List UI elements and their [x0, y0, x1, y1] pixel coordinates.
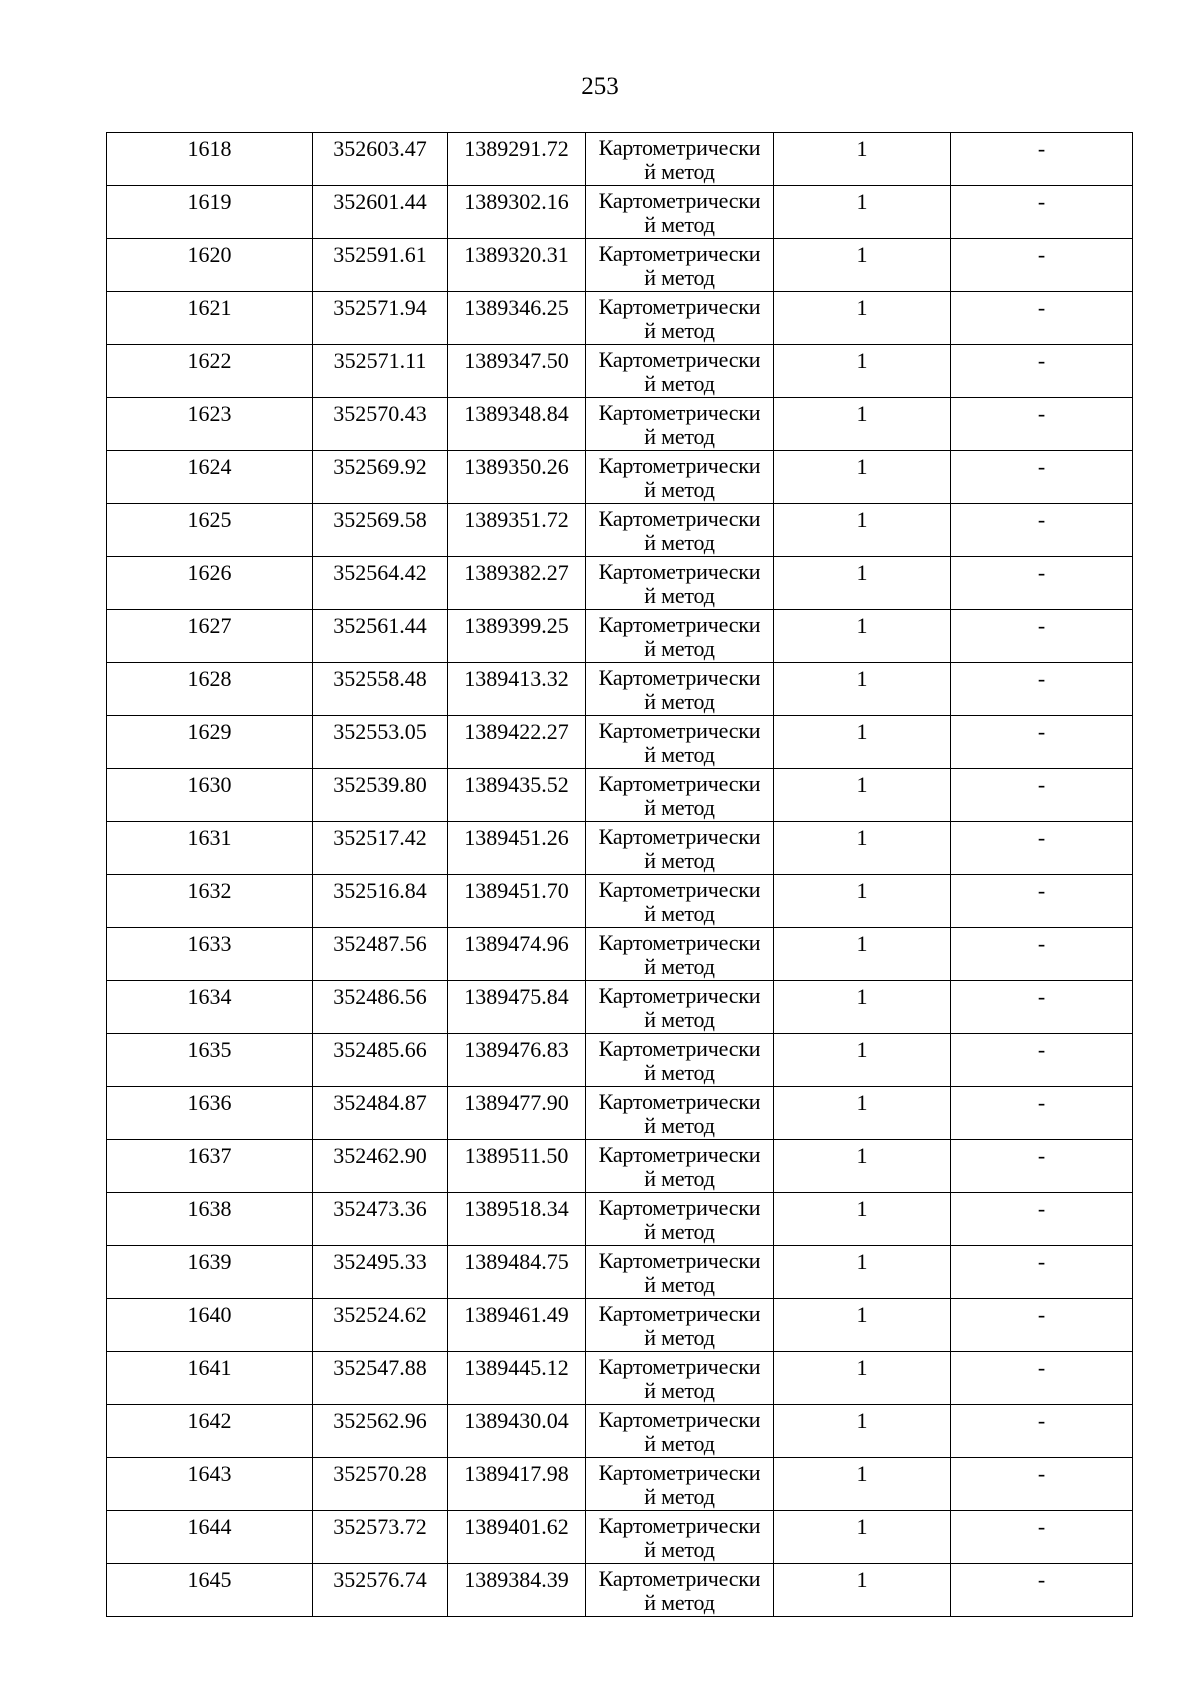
- description-cell: -: [951, 875, 1133, 928]
- method-cell: [586, 1564, 774, 1617]
- method-text-line-2: й метод: [644, 1431, 715, 1456]
- method-cell: [586, 239, 774, 292]
- x-coordinate-cell: 352569.58: [313, 504, 448, 557]
- accuracy-cell: 1: [774, 981, 951, 1034]
- method-text-line-1: Картометрически: [598, 1566, 761, 1591]
- method-cell: [586, 557, 774, 610]
- method-text-line-1: Картометрически: [598, 930, 761, 955]
- table-row: [107, 1352, 1133, 1405]
- method-text-line-1: Картометрически: [598, 347, 761, 372]
- x-coordinate-cell: 352547.88: [313, 1352, 448, 1405]
- point-number-cell: 1638: [107, 1193, 313, 1246]
- method-text-line-2: й метод: [644, 742, 715, 767]
- method-cell: [586, 186, 774, 239]
- x-coordinate-cell: 352562.96: [313, 1405, 448, 1458]
- method-text-line-1: Картометрически: [598, 1142, 761, 1167]
- accuracy-cell: 1: [774, 610, 951, 663]
- method-text-line-1: Картометрически: [598, 559, 761, 584]
- description-cell: -: [951, 557, 1133, 610]
- method-text-line-1: Картометрически: [598, 983, 761, 1008]
- table-row: [107, 716, 1133, 769]
- description-cell: -: [951, 1299, 1133, 1352]
- point-number-cell: 1643: [107, 1458, 313, 1511]
- accuracy-cell: 1: [774, 1511, 951, 1564]
- table-row: [107, 345, 1133, 398]
- method-cell: [586, 663, 774, 716]
- method-text-line-1: Картометрически: [598, 1513, 761, 1538]
- point-number-cell: 1625: [107, 504, 313, 557]
- accuracy-cell: 1: [774, 345, 951, 398]
- method-text-line-2: й метод: [644, 901, 715, 926]
- method-text-line-2: й метод: [644, 1537, 715, 1562]
- accuracy-cell: 1: [774, 451, 951, 504]
- y-coordinate-cell: 1389445.12: [448, 1352, 586, 1405]
- method-text-line-1: Картометрически: [598, 400, 761, 425]
- method-text-line-2: й метод: [644, 530, 715, 555]
- table-row: [107, 928, 1133, 981]
- x-coordinate-cell: 352570.28: [313, 1458, 448, 1511]
- y-coordinate-cell: 1389291.72: [448, 133, 586, 186]
- description-cell: -: [951, 186, 1133, 239]
- y-coordinate-cell: 1389461.49: [448, 1299, 586, 1352]
- y-coordinate-cell: 1389399.25: [448, 610, 586, 663]
- method-text-line-2: й метод: [644, 583, 715, 608]
- accuracy-cell: 1: [774, 239, 951, 292]
- description-cell: -: [951, 663, 1133, 716]
- x-coordinate-cell: 352576.74: [313, 1564, 448, 1617]
- y-coordinate-cell: 1389351.72: [448, 504, 586, 557]
- method-text-line-1: Картометрически: [598, 824, 761, 849]
- x-coordinate-cell: 352573.72: [313, 1511, 448, 1564]
- x-coordinate-cell: 352485.66: [313, 1034, 448, 1087]
- coordinates-table-body: [107, 133, 1133, 1617]
- table-row: [107, 557, 1133, 610]
- table-row: [107, 663, 1133, 716]
- accuracy-cell: 1: [774, 1034, 951, 1087]
- method-cell: [586, 716, 774, 769]
- accuracy-cell: 1: [774, 928, 951, 981]
- y-coordinate-cell: 1389320.31: [448, 239, 586, 292]
- accuracy-cell: 1: [774, 1564, 951, 1617]
- method-cell: [586, 981, 774, 1034]
- description-cell: -: [951, 1564, 1133, 1617]
- description-cell: -: [951, 981, 1133, 1034]
- y-coordinate-cell: 1389477.90: [448, 1087, 586, 1140]
- method-cell: [586, 1140, 774, 1193]
- y-coordinate-cell: 1389384.39: [448, 1564, 586, 1617]
- method-text-line-2: й метод: [644, 1007, 715, 1032]
- method-cell: [586, 875, 774, 928]
- point-number-cell: 1644: [107, 1511, 313, 1564]
- table-row: [107, 822, 1133, 875]
- accuracy-cell: 1: [774, 292, 951, 345]
- accuracy-cell: 1: [774, 1405, 951, 1458]
- accuracy-cell: 1: [774, 1140, 951, 1193]
- table-row: [107, 398, 1133, 451]
- method-text-line-2: й метод: [644, 689, 715, 714]
- table-row: [107, 875, 1133, 928]
- x-coordinate-cell: 352473.36: [313, 1193, 448, 1246]
- x-coordinate-cell: 352571.94: [313, 292, 448, 345]
- accuracy-cell: 1: [774, 1458, 951, 1511]
- accuracy-cell: 1: [774, 133, 951, 186]
- method-text-line-2: й метод: [644, 848, 715, 873]
- accuracy-cell: 1: [774, 716, 951, 769]
- y-coordinate-cell: 1389346.25: [448, 292, 586, 345]
- table-row: [107, 1193, 1133, 1246]
- method-text-line-2: й метод: [644, 1113, 715, 1138]
- accuracy-cell: 1: [774, 663, 951, 716]
- point-number-cell: 1627: [107, 610, 313, 663]
- method-cell: [586, 1352, 774, 1405]
- method-text-line-2: й метод: [644, 1060, 715, 1085]
- accuracy-cell: 1: [774, 822, 951, 875]
- method-cell: [586, 451, 774, 504]
- method-text-line-2: й метод: [644, 477, 715, 502]
- method-text-line-2: й метод: [644, 795, 715, 820]
- method-cell: [586, 292, 774, 345]
- method-text-line-1: Картометрически: [598, 1089, 761, 1114]
- table-row: [107, 1246, 1133, 1299]
- point-number-cell: 1635: [107, 1034, 313, 1087]
- method-text-line-1: Картометрически: [598, 1407, 761, 1432]
- description-cell: -: [951, 345, 1133, 398]
- method-text-line-2: й метод: [644, 1378, 715, 1403]
- method-text-line-1: Картометрически: [598, 665, 761, 690]
- table-row: [107, 1034, 1133, 1087]
- x-coordinate-cell: 352561.44: [313, 610, 448, 663]
- x-coordinate-cell: 352517.42: [313, 822, 448, 875]
- description-cell: -: [951, 398, 1133, 451]
- y-coordinate-cell: 1389476.83: [448, 1034, 586, 1087]
- point-number-cell: 1645: [107, 1564, 313, 1617]
- method-text-line-1: Картометрически: [598, 188, 761, 213]
- accuracy-cell: 1: [774, 504, 951, 557]
- table-row: [107, 1087, 1133, 1140]
- accuracy-cell: 1: [774, 186, 951, 239]
- method-text-line-2: й метод: [644, 318, 715, 343]
- accuracy-cell: 1: [774, 1352, 951, 1405]
- description-cell: -: [951, 716, 1133, 769]
- method-cell: [586, 1193, 774, 1246]
- method-text-line-2: й метод: [644, 1166, 715, 1191]
- y-coordinate-cell: 1389430.04: [448, 1405, 586, 1458]
- method-text-line-1: Картометрически: [598, 1301, 761, 1326]
- point-number-cell: 1631: [107, 822, 313, 875]
- point-number-cell: 1629: [107, 716, 313, 769]
- method-cell: [586, 398, 774, 451]
- method-text-line-2: й метод: [644, 954, 715, 979]
- x-coordinate-cell: 352558.48: [313, 663, 448, 716]
- method-cell: [586, 1246, 774, 1299]
- x-coordinate-cell: 352553.05: [313, 716, 448, 769]
- table-row: [107, 504, 1133, 557]
- y-coordinate-cell: 1389474.96: [448, 928, 586, 981]
- x-coordinate-cell: 352516.84: [313, 875, 448, 928]
- y-coordinate-cell: 1389422.27: [448, 716, 586, 769]
- point-number-cell: 1628: [107, 663, 313, 716]
- accuracy-cell: 1: [774, 398, 951, 451]
- method-text-line-1: Картометрически: [598, 1354, 761, 1379]
- method-text-line-1: Картометрически: [598, 612, 761, 637]
- table-row: [107, 133, 1133, 186]
- point-number-cell: 1633: [107, 928, 313, 981]
- y-coordinate-cell: 1389518.34: [448, 1193, 586, 1246]
- method-text-line-2: й метод: [644, 1325, 715, 1350]
- y-coordinate-cell: 1389302.16: [448, 186, 586, 239]
- x-coordinate-cell: 352495.33: [313, 1246, 448, 1299]
- y-coordinate-cell: 1389451.26: [448, 822, 586, 875]
- description-cell: -: [951, 1458, 1133, 1511]
- method-text-line-1: Картометрически: [598, 1036, 761, 1061]
- description-cell: -: [951, 504, 1133, 557]
- y-coordinate-cell: 1389511.50: [448, 1140, 586, 1193]
- y-coordinate-cell: 1389413.32: [448, 663, 586, 716]
- description-cell: -: [951, 1087, 1133, 1140]
- method-cell: [586, 1405, 774, 1458]
- x-coordinate-cell: 352487.56: [313, 928, 448, 981]
- method-cell: [586, 822, 774, 875]
- method-text-line-1: Картометрически: [598, 453, 761, 478]
- table-row: [107, 769, 1133, 822]
- description-cell: -: [951, 769, 1133, 822]
- method-text-line-2: й метод: [644, 371, 715, 396]
- point-number-cell: 1622: [107, 345, 313, 398]
- table-row: [107, 186, 1133, 239]
- y-coordinate-cell: 1389401.62: [448, 1511, 586, 1564]
- method-cell: [586, 610, 774, 663]
- method-cell: [586, 1458, 774, 1511]
- coordinates-table: [106, 132, 1133, 1617]
- accuracy-cell: 1: [774, 875, 951, 928]
- method-cell: [586, 1299, 774, 1352]
- method-text-line-2: й метод: [644, 212, 715, 237]
- point-number-cell: 1637: [107, 1140, 313, 1193]
- point-number-cell: 1621: [107, 292, 313, 345]
- y-coordinate-cell: 1389347.50: [448, 345, 586, 398]
- method-cell: [586, 504, 774, 557]
- y-coordinate-cell: 1389435.52: [448, 769, 586, 822]
- method-text-line-2: й метод: [644, 1272, 715, 1297]
- accuracy-cell: 1: [774, 769, 951, 822]
- x-coordinate-cell: 352462.90: [313, 1140, 448, 1193]
- description-cell: -: [951, 610, 1133, 663]
- description-cell: -: [951, 928, 1133, 981]
- description-cell: -: [951, 292, 1133, 345]
- point-number-cell: 1636: [107, 1087, 313, 1140]
- accuracy-cell: 1: [774, 1193, 951, 1246]
- method-cell: [586, 1087, 774, 1140]
- point-number-cell: 1640: [107, 1299, 313, 1352]
- table-row: [107, 1564, 1133, 1617]
- point-number-cell: 1642: [107, 1405, 313, 1458]
- point-number-cell: 1623: [107, 398, 313, 451]
- y-coordinate-cell: 1389382.27: [448, 557, 586, 610]
- point-number-cell: 1626: [107, 557, 313, 610]
- y-coordinate-cell: 1389350.26: [448, 451, 586, 504]
- y-coordinate-cell: 1389451.70: [448, 875, 586, 928]
- description-cell: -: [951, 1405, 1133, 1458]
- method-cell: [586, 345, 774, 398]
- method-text-line-2: й метод: [644, 1219, 715, 1244]
- page-number: 253: [581, 73, 619, 100]
- table-row: [107, 981, 1133, 1034]
- description-cell: -: [951, 1511, 1133, 1564]
- description-cell: -: [951, 133, 1133, 186]
- method-text-line-1: Картометрически: [598, 506, 761, 531]
- point-number-cell: 1634: [107, 981, 313, 1034]
- accuracy-cell: 1: [774, 1087, 951, 1140]
- accuracy-cell: 1: [774, 1246, 951, 1299]
- point-number-cell: 1620: [107, 239, 313, 292]
- point-number-cell: 1641: [107, 1352, 313, 1405]
- table-row: [107, 451, 1133, 504]
- method-text-line-1: Картометрически: [598, 771, 761, 796]
- x-coordinate-cell: 352564.42: [313, 557, 448, 610]
- method-text-line-1: Картометрически: [598, 1195, 761, 1220]
- point-number-cell: 1639: [107, 1246, 313, 1299]
- y-coordinate-cell: 1389348.84: [448, 398, 586, 451]
- method-text-line-2: й метод: [644, 636, 715, 661]
- method-cell: [586, 1034, 774, 1087]
- table-row: [107, 239, 1133, 292]
- method-cell: [586, 133, 774, 186]
- method-text-line-2: й метод: [644, 159, 715, 184]
- method-text-line-1: Картометрически: [598, 877, 761, 902]
- point-number-cell: 1630: [107, 769, 313, 822]
- method-text-line-1: Картометрически: [598, 1460, 761, 1485]
- x-coordinate-cell: 352571.11: [313, 345, 448, 398]
- point-number-cell: 1618: [107, 133, 313, 186]
- table-row: [107, 292, 1133, 345]
- x-coordinate-cell: 352484.87: [313, 1087, 448, 1140]
- description-cell: -: [951, 239, 1133, 292]
- point-number-cell: 1632: [107, 875, 313, 928]
- table-row: [107, 1405, 1133, 1458]
- method-cell: [586, 1511, 774, 1564]
- x-coordinate-cell: 352524.62: [313, 1299, 448, 1352]
- method-text-line-2: й метод: [644, 1484, 715, 1509]
- method-text-line-1: Картометрически: [598, 241, 761, 266]
- x-coordinate-cell: 352570.43: [313, 398, 448, 451]
- method-text-line-2: й метод: [644, 265, 715, 290]
- x-coordinate-cell: 352601.44: [313, 186, 448, 239]
- table-row: [107, 1299, 1133, 1352]
- description-cell: -: [951, 1034, 1133, 1087]
- table-row: [107, 610, 1133, 663]
- x-coordinate-cell: 352569.92: [313, 451, 448, 504]
- description-cell: -: [951, 451, 1133, 504]
- method-text-line-2: й метод: [644, 424, 715, 449]
- description-cell: -: [951, 1352, 1133, 1405]
- method-cell: [586, 769, 774, 822]
- method-text-line-1: Картометрически: [598, 294, 761, 319]
- y-coordinate-cell: 1389484.75: [448, 1246, 586, 1299]
- method-cell: [586, 928, 774, 981]
- method-text-line-1: Картометрически: [598, 135, 761, 160]
- table-row: [107, 1458, 1133, 1511]
- y-coordinate-cell: 1389417.98: [448, 1458, 586, 1511]
- x-coordinate-cell: 352603.47: [313, 133, 448, 186]
- method-text-line-1: Картометрически: [598, 1248, 761, 1273]
- x-coordinate-cell: 352539.80: [313, 769, 448, 822]
- table-row: [107, 1511, 1133, 1564]
- description-cell: -: [951, 1140, 1133, 1193]
- x-coordinate-cell: 352591.61: [313, 239, 448, 292]
- point-number-cell: 1624: [107, 451, 313, 504]
- method-text-line-2: й метод: [644, 1590, 715, 1615]
- description-cell: -: [951, 1246, 1133, 1299]
- x-coordinate-cell: 352486.56: [313, 981, 448, 1034]
- description-cell: -: [951, 822, 1133, 875]
- method-text-line-1: Картометрически: [598, 718, 761, 743]
- accuracy-cell: 1: [774, 1299, 951, 1352]
- description-cell: -: [951, 1193, 1133, 1246]
- table-row: [107, 1140, 1133, 1193]
- accuracy-cell: 1: [774, 557, 951, 610]
- y-coordinate-cell: 1389475.84: [448, 981, 586, 1034]
- point-number-cell: 1619: [107, 186, 313, 239]
